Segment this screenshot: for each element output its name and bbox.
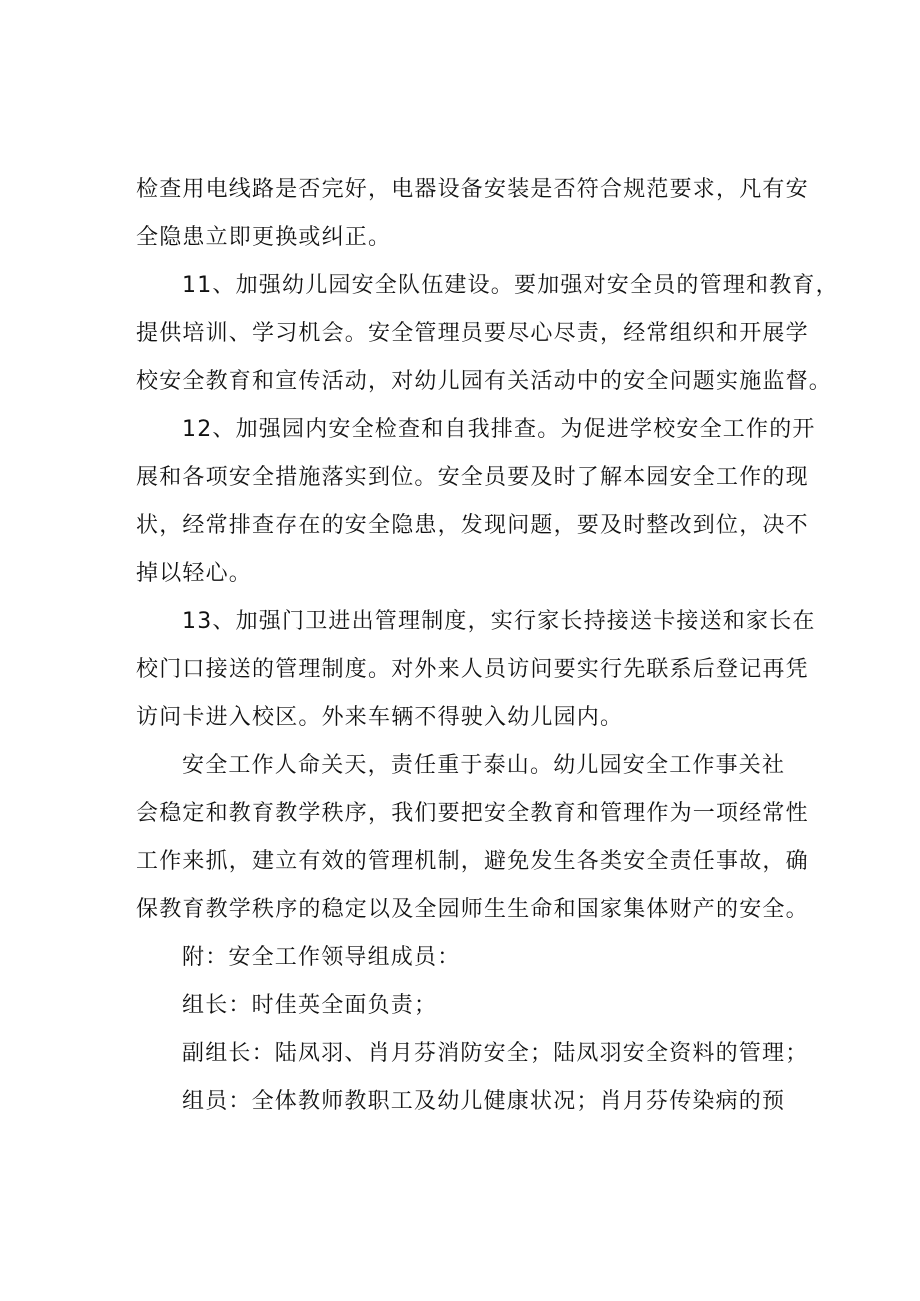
appendix-heading: 附：安全工作领导组成员： (182, 945, 461, 970)
paragraph-12-line: 12、加强园内安全检查和自我排查。为促进学校安全工作的开 (182, 417, 816, 442)
text-line: 工作来抓，建立有效的管理机制，避免发生各类安全责任事故，确 (136, 849, 809, 874)
text-line: 全隐患立即更换或纠正。 (136, 225, 392, 250)
paragraph-11-line: 11、加强幼儿园安全队伍建设。要加强对安全员的管理和教育， (182, 273, 839, 298)
conclusion-line: 安全工作人命关天，责任重于泰山。幼儿园安全工作事关社 (182, 753, 786, 778)
paragraph-13-line: 13、加强门卫进出管理制度，实行家长持接送卡接送和家长在 (182, 609, 816, 634)
text-line: 检查用电线路是否完好，电器设备安装是否符合规范要求，凡有安 (136, 177, 809, 202)
deputy-leader-line: 副组长：陆凤羽、肖月芬消防安全；陆凤羽安全资料的管理； (182, 1041, 809, 1066)
text-line: 会稳定和教育教学秩序，我们要把安全教育和管理作为一项经常性 (136, 801, 809, 826)
text-line: 状，经常排查存在的安全隐患，发现问题，要及时整改到位，决不 (136, 513, 809, 538)
text-line: 展和各项安全措施落实到位。安全员要及时了解本园安全工作的现 (136, 465, 809, 490)
group-leader-line: 组长：时佳英全面负责； (182, 993, 438, 1018)
text-line: 校安全教育和宣传活动，对幼儿园有关活动中的安全问题实施监督。 (136, 369, 833, 394)
members-line: 组员：全体教师教职工及幼儿健康状况；肖月芬传染病的预 (182, 1089, 786, 1114)
text-line: 校门口接送的管理制度。对外来人员访问要实行先联系后登记再凭 (136, 657, 809, 682)
text-line: 保教育教学秩序的稳定以及全园师生生命和国家集体财产的安全。 (136, 897, 809, 922)
text-line: 访问卡进入校区。外来车辆不得驶入幼儿园内。 (136, 705, 624, 730)
text-line: 掉以轻心。 (136, 561, 253, 586)
text-line: 提供培训、学习机会。安全管理员要尽心尽责，经常组织和开展学 (136, 321, 809, 346)
